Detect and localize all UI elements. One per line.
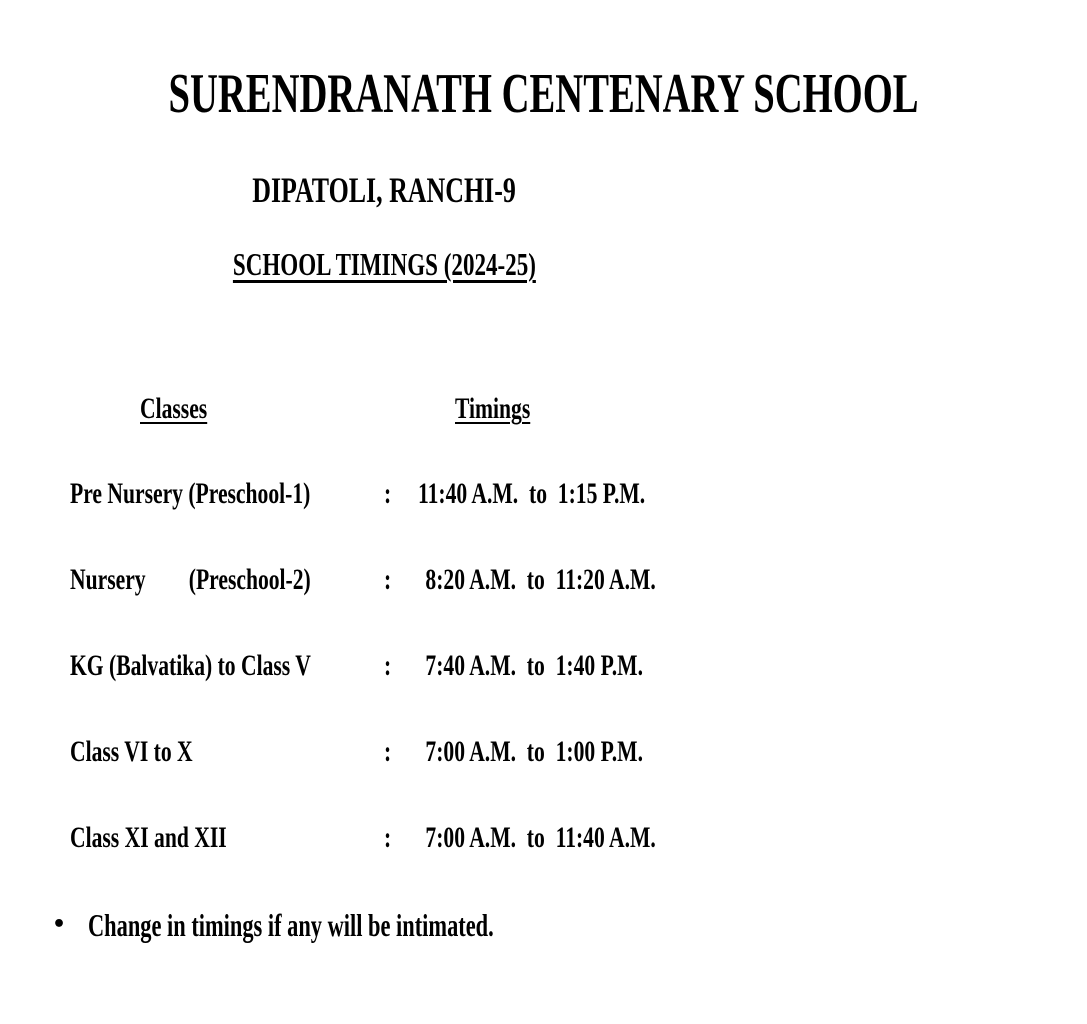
class-timing: 8:20 A.M. to 11:20 A.M. [420, 563, 656, 596]
bullet-icon: • [52, 912, 67, 937]
column-header-classes-text: Classes [140, 392, 208, 425]
school-address [0, 168, 768, 212]
class-timing: 7:40 A.M. to 1:40 P.M. [420, 649, 643, 682]
document-title-text: SCHOOL TIMINGS (2024-25) [232, 246, 536, 282]
class-name: Nursery (Preschool-2) [70, 563, 311, 596]
separator-colon: : [384, 563, 392, 596]
column-header-timings-text: Timings [455, 392, 531, 425]
class-timing: 7:00 A.M. to 11:40 A.M. [420, 821, 656, 854]
separator-colon: : [384, 735, 392, 768]
school-name-text: SURENDRANATH CENTENARY SCHOOL [168, 63, 919, 125]
class-name: KG (Balvatika) to Class V [70, 649, 311, 682]
class-timing: 7:00 A.M. to 1:00 P.M. [420, 735, 643, 768]
table-row [0, 732, 768, 772]
separator-colon: : [384, 821, 392, 854]
school-name-heading [0, 62, 919, 126]
table-row [0, 560, 768, 600]
table-row [0, 646, 768, 686]
school-address-text: DIPATOLI, RANCHI-9 [252, 170, 516, 210]
class-name: Class XI and XII [70, 821, 227, 854]
class-name: Pre Nursery (Preschool-1) [70, 477, 311, 510]
separator-colon: : [384, 649, 392, 682]
separator-colon: : [384, 477, 392, 510]
column-header-timings [455, 390, 560, 428]
class-timing: 11:40 A.M. to 1:15 P.M. [418, 477, 646, 510]
column-header-classes [140, 390, 233, 428]
document-title [0, 244, 768, 284]
table-row [0, 474, 768, 514]
table-row [0, 818, 768, 858]
class-name: Class VI to X [70, 735, 193, 768]
note-text: Change in timings if any will be intimated. [88, 907, 494, 943]
